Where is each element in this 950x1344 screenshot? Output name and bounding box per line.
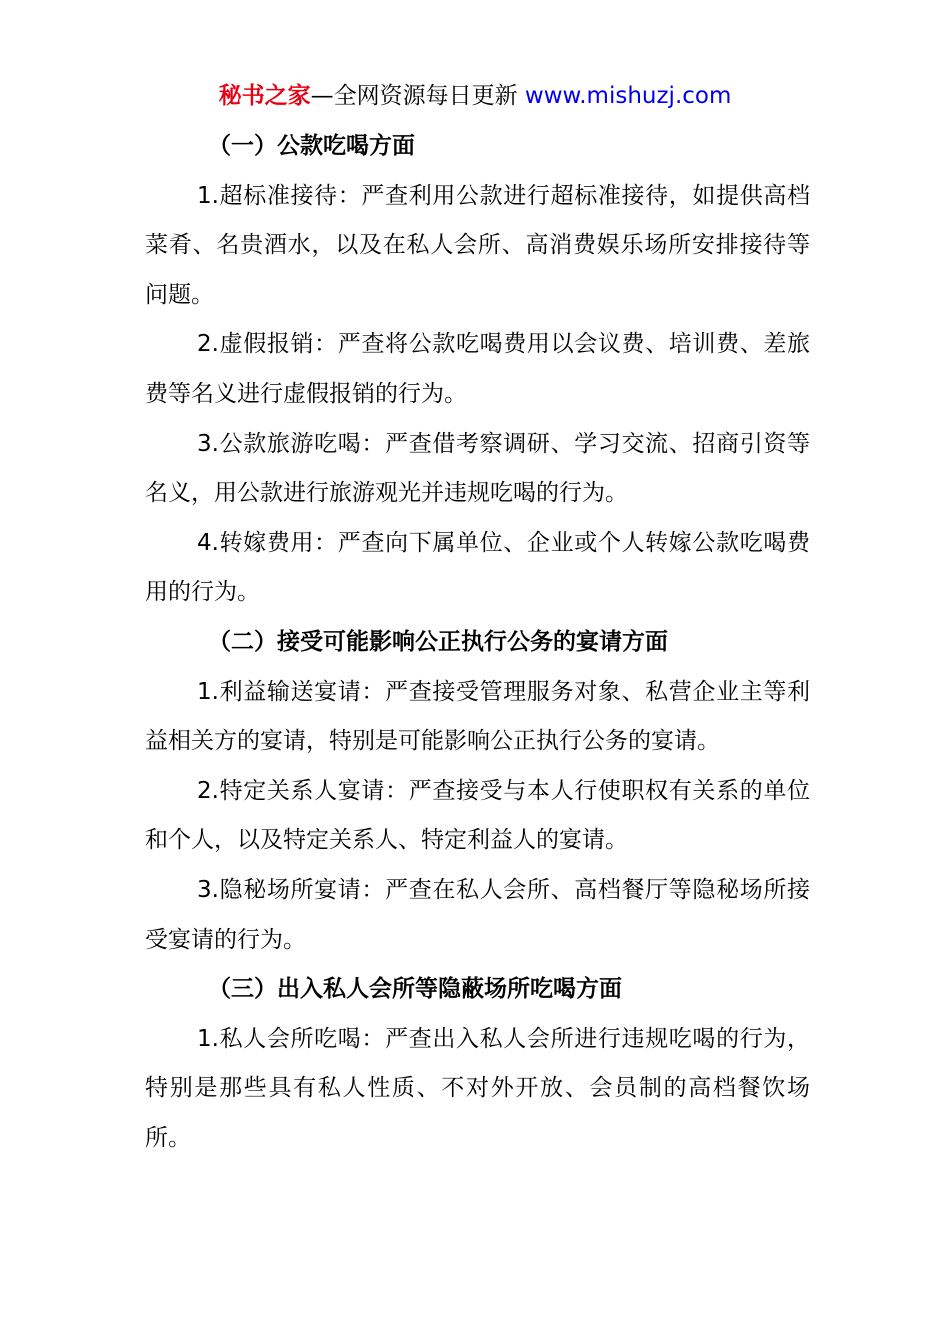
- section-title-1: （一）公款吃喝方面: [208, 133, 415, 159]
- section-title-2: （二）接受可能影响公正执行公务的宴请方面: [208, 628, 668, 655]
- paragraph: 3.公款旅游吃喝：严查借考察调研、学习交流、招商引资等名义，用公款进行旅游观光并违规吃喝的行为。: [145, 430, 810, 507]
- site-url-link[interactable]: www.mishuzj.com: [524, 83, 732, 109]
- brand-name: 秘书之家: [218, 83, 311, 109]
- paragraph: 2.虚假报销：严查将公款吃喝费用以会议费、培训费、差旅费等名义进行虚假报销的行为。: [145, 331, 810, 407]
- document-body: [145, 122, 810, 1163]
- header-tagline: —全网资源每日更新: [310, 83, 518, 109]
- paragraph: 4.转嫁费用：严查向下属单位、企业或个人转嫁公款吃喝费用的行为。: [145, 529, 810, 606]
- page-header: [0, 80, 950, 112]
- paragraph: 3.隐秘场所宴请：严查在私人会所、高档餐厅等隐秘场所接受宴请的行为。: [145, 876, 810, 953]
- paragraph: 2.特定关系人宴请：严查接受与本人行使职权有关系的单位和个人，以及特定关系人、特定利益人的宴请。: [145, 777, 810, 854]
- paragraph: 1.利益输送宴请：严查接受管理服务对象、私营企业主等利益相关方的宴请，特别是可能影响公正执行公务的宴请。: [145, 678, 810, 755]
- paragraph: 1.私人会所吃喝：严查出入私人会所进行违规吃喝的行为，特别是那些具有私人性质、不对外开放、会员制的高档餐饮场所。: [145, 1025, 810, 1151]
- section-title-3: （三）出入私人会所等隐蔽场所吃喝方面: [208, 976, 622, 1003]
- paragraph: 1.超标准接待：严查利用公款进行超标准接待，如提供高档菜肴、名贵酒水，以及在私人会所、高消费娱乐场所安排接待等问题。: [145, 182, 810, 308]
